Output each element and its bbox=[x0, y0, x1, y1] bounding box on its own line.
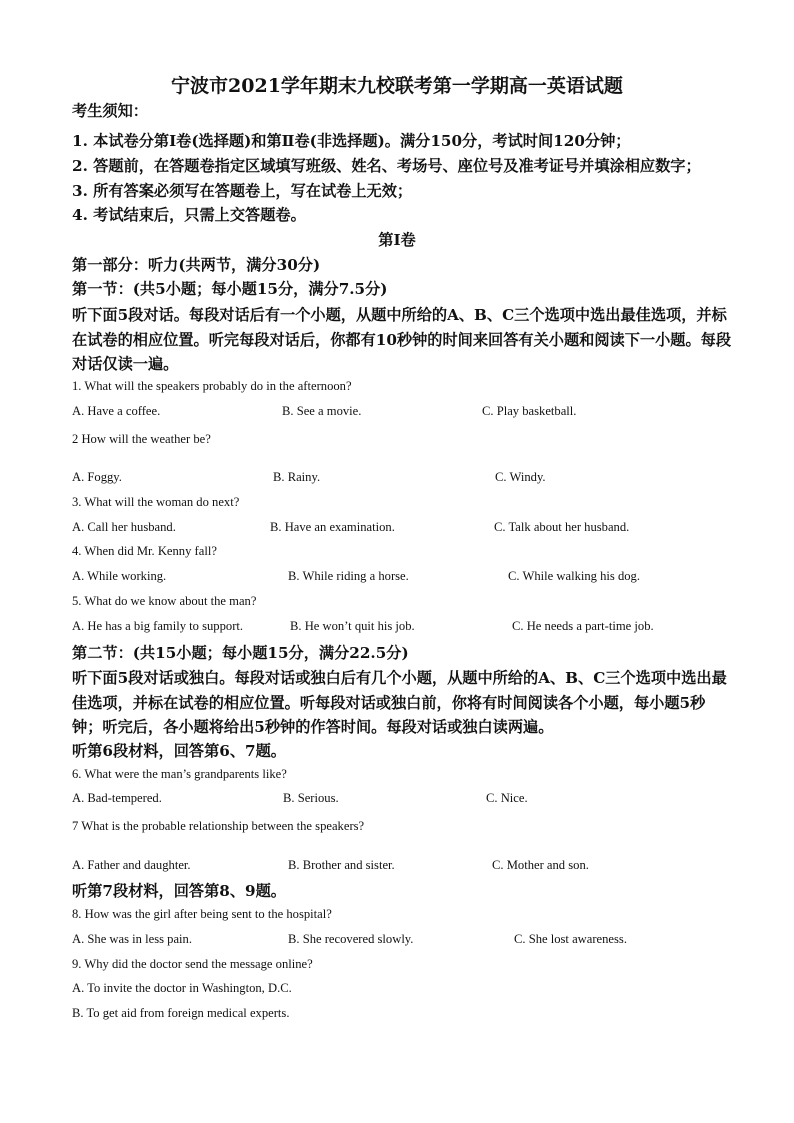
option-a: A. While working. bbox=[72, 569, 167, 583]
option-a: A. Call her husband. bbox=[72, 520, 176, 534]
question-5: 5. What do we know about the man? bbox=[72, 594, 257, 608]
option-b: B. He won’t quit his job. bbox=[290, 619, 415, 633]
question-9: 9. Why did the doctor send the message online? bbox=[72, 957, 313, 971]
option-c: C. While walking his dog. bbox=[508, 569, 640, 583]
section1-instructions: 听下面5段对话。每段对话后有一个小题，从题中所给的A、B、C三个选项中选出最佳选项，并标在试卷的相应位置。听完每段对话后，你都有10秒钟的时间来回答有关小题和阅读下一小题。每段对话仅读一遍。 bbox=[72, 306, 732, 373]
option-a: A. To invite the doctor in Washington, D.C. bbox=[72, 981, 292, 995]
option-c: C. Play basketball. bbox=[482, 404, 577, 418]
notice-item: 4. 考试结束后，只需上交答题卷。 bbox=[72, 206, 306, 224]
option-b: B. While riding a horse. bbox=[288, 569, 409, 583]
part-heading: 第一部分：听力(共两节，满分30分) bbox=[72, 256, 321, 274]
material-heading: 听第7段材料，回答第8、9题。 bbox=[72, 882, 286, 900]
option-b: B. Rainy. bbox=[273, 470, 321, 484]
question-2: 2 How will the weather be? bbox=[72, 432, 211, 446]
notice-item: 1. 本试卷分第Ⅰ卷(选择题)和第Ⅱ卷(非选择题)。满分150分，考试时间120分钟； bbox=[72, 132, 631, 150]
volume-heading: 第Ⅰ卷 bbox=[378, 231, 416, 249]
question-1: 1. What will the speakers probably do in the afternoon? bbox=[72, 379, 352, 393]
option-b: B. Have an examination. bbox=[270, 520, 395, 534]
notice-item: 2. 答题前，在答题卷指定区域填写班级、姓名、考场号、座位号及准考证号并填涂相应数字； bbox=[72, 157, 701, 175]
option-b: B. She recovered slowly. bbox=[288, 932, 414, 946]
option-c: C. He needs a part-time job. bbox=[512, 619, 654, 633]
option-c: C. She lost awareness. bbox=[514, 932, 627, 946]
material-heading: 听第6段材料，回答第6、7题。 bbox=[72, 742, 286, 760]
section2-instructions: 听下面5段对话或独白。每段对话或独白后有几个小题，从题中所给的A、B、C三个选项中选出最佳选项，并标在试卷的相应位置。听每段对话或独白前，你将有时间阅读各个小题，每小题5秒钟；听完后，各小题将给出5秒钟的作答时间。每段对话或独白读两遍。 bbox=[72, 669, 727, 736]
option-a: A. He has a big family to support. bbox=[72, 619, 244, 633]
section1-heading: 第一节：(共5小题；每小题15分，满分7.5分) bbox=[72, 280, 388, 298]
option-a: A. Bad-tempered. bbox=[72, 791, 162, 805]
option-c: C. Mother and son. bbox=[492, 858, 589, 872]
option-a: A. She was in less pain. bbox=[72, 932, 192, 946]
option-b: B. See a movie. bbox=[282, 404, 362, 418]
page-title: 宁波市2021学年期末九校联考第一学期高一英语试题 bbox=[171, 75, 623, 97]
option-b: B. Brother and sister. bbox=[288, 858, 395, 872]
option-b: B. Serious. bbox=[283, 791, 339, 805]
option-c: C. Windy. bbox=[495, 470, 546, 484]
question-4: 4. When did Mr. Kenny fall? bbox=[72, 544, 217, 558]
notice-item: 3. 所有答案必须写在答题卷上，写在试卷上无效； bbox=[72, 182, 413, 200]
option-a: A. Father and daughter. bbox=[72, 858, 191, 872]
option-b: B. To get aid from foreign medical experts. bbox=[72, 1006, 290, 1020]
question-8: 8. How was the girl after being sent to the hospital? bbox=[72, 907, 332, 921]
section2-heading: 第二节：(共15小题；每小题15分，满分22.5分) bbox=[72, 644, 409, 662]
question-6: 6. What were the man’s grandparents like? bbox=[72, 767, 287, 781]
question-7: 7 What is the probable relationship between the speakers? bbox=[72, 819, 365, 833]
option-c: C. Talk about her husband. bbox=[494, 520, 630, 534]
notice-heading: 考生须知： bbox=[72, 102, 148, 120]
option-a: A. Foggy. bbox=[72, 470, 122, 484]
option-c: C. Nice. bbox=[486, 791, 528, 805]
option-a: A. Have a coffee. bbox=[72, 404, 161, 418]
question-3: 3. What will the woman do next? bbox=[72, 495, 240, 509]
